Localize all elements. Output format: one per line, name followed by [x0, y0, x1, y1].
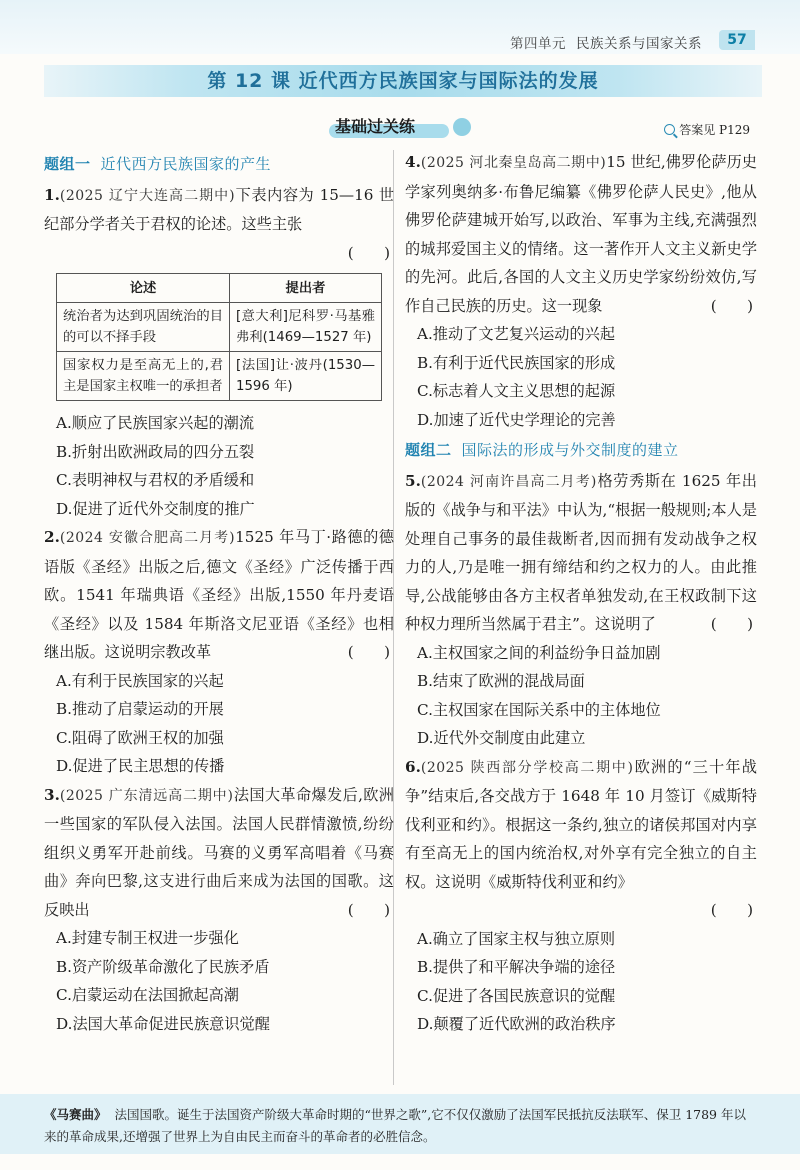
question-number: 1.: [44, 185, 60, 204]
option[interactable]: D.促进了民主思想的传播: [56, 757, 225, 775]
question-source: (2024 河南许昌高二月考): [420, 473, 597, 490]
option[interactable]: B.提供了和平解决争端的途径: [417, 958, 616, 976]
question-number: 5.: [405, 471, 421, 490]
question-source: (2025 辽宁大连高二期中): [59, 187, 236, 204]
table-cell: 统治者为达到巩固统治的目的可以不择手段: [57, 303, 230, 352]
question-stem: 格劳秀斯在 1625 年出版的《战争与和平法》中认为,“根据一般规则;本人是处理自己事务的最佳裁断者,因而拥有发动战争之权力的人,乃是唯一拥有缔结和约之权力的人。由此推导,公战能够由各方主权者单独发动,在王权政制下这种权力理所当然属于君主”。这说明了: [405, 471, 757, 633]
option[interactable]: C.主权国家在国际关系中的主体地位: [417, 700, 661, 719]
group-heading-2: [405, 436, 757, 465]
answer-reference-text: 答案见 P129: [679, 123, 750, 137]
footer-note-band: [0, 1094, 800, 1154]
question-source: (2025 河北秦皇岛高二期中): [420, 155, 607, 171]
question-3: [44, 781, 394, 925]
table-header: 论述: [57, 274, 230, 303]
section-heading: [335, 114, 415, 140]
option[interactable]: D.法国大革命促进民族意识觉醒: [56, 1014, 270, 1033]
question-1: [44, 181, 394, 268]
option[interactable]: D.颠覆了近代欧洲的政治秩序: [417, 1015, 616, 1033]
option[interactable]: B.结束了欧洲的混战局面: [417, 672, 585, 690]
group-label: 题组二: [405, 441, 452, 459]
option[interactable]: A.确立了国家主权与独立原则: [417, 929, 616, 948]
page-number: 57: [719, 30, 755, 50]
answer-bracket: ( ): [710, 296, 753, 315]
option[interactable]: C.阻碍了欧洲王权的加强: [56, 728, 224, 747]
option[interactable]: B.折射出欧洲政局的四分五裂: [56, 442, 255, 461]
group-name: 国际法的形成与外交制度的建立: [461, 441, 679, 459]
option[interactable]: C.标志着人文主义思想的起源: [417, 382, 616, 400]
question-number: 2.: [44, 528, 60, 546]
option[interactable]: A.推动了文艺复兴运动的兴起: [417, 325, 616, 343]
lesson-title-bar: [44, 65, 762, 97]
question-stem: 15 世纪,佛罗伦萨历史学家列奥纳多·布鲁尼编纂《佛罗伦萨人民史》,他从佛罗伦萨建城开始写,以政治、军事为主线,充满强烈的城邦爱国主义的情绪。这一著作开人文主义新史学的先河。此后,各国的人文主义历史学家纷纷效仿,写作自己民族的历史。这一现象: [405, 153, 757, 315]
option[interactable]: C.启蒙运动在法国掀起高潮: [56, 986, 239, 1004]
answer-bracket: ( ): [347, 900, 390, 919]
footer-note-text: 法国国歌。诞生于法国资产阶级大革命时期的“世界之歌”,它不仅仅激励了法国军民抵抗反法联军、保卫 1789 年以来的革命成果,还增强了世界上为自由民主而奋斗的革命者的必胜信念。: [44, 1107, 746, 1144]
option[interactable]: C.表明神权与君权的矛盾缓和: [56, 471, 255, 489]
option[interactable]: A.封建专制王权进一步强化: [56, 929, 239, 947]
question-source: (2025 陕西部分学校高二期中): [420, 759, 634, 776]
unit-label: 第四单元: [510, 36, 566, 52]
answer-bracket: ( ): [347, 243, 390, 262]
lesson-title: 第 12 课 近代西方民族国家与国际法的发展: [207, 70, 599, 92]
question-5: [405, 467, 757, 639]
table-row: [57, 303, 382, 352]
section-title: 基础过关练: [335, 117, 416, 136]
question-2: [44, 523, 394, 667]
footer-note-label: 《马赛曲》: [44, 1107, 107, 1122]
table-cell: 国家权力是至高无上的,君主是国家主权唯一的承担者: [57, 352, 230, 401]
table-cell: [法国]让·波丹(1530—1596 年): [230, 352, 382, 401]
option[interactable]: B.资产阶级革命激化了民族矛盾: [56, 957, 270, 976]
answer-bracket: ( ): [710, 615, 753, 633]
right-column: [405, 148, 757, 1039]
footer-note: [44, 1104, 756, 1148]
question-1-table: [56, 273, 382, 401]
table-row: [57, 352, 382, 401]
option[interactable]: A.顺应了民族国家兴起的潮流: [56, 414, 255, 432]
option[interactable]: D.促进了近代外交制度的推广: [56, 499, 255, 518]
unit-title: 民族关系与国家关系: [576, 36, 702, 52]
question-stem: 1525 年马丁·路德的德语版《圣经》出版之后,德文《圣经》广泛传播于西欧。1541 年瑞典语《圣经》出版,1550 年丹麦语《圣经》以及 1584 年斯洛文尼亚语《圣经》也相继出版。这说明宗教改革: [44, 528, 394, 661]
answer-reference: [664, 121, 750, 138]
answer-bracket: ( ): [710, 901, 753, 919]
question-source: (2025 广东清远高二期中): [59, 787, 234, 804]
option[interactable]: C.促进了各国民族意识的觉醒: [417, 986, 616, 1005]
question-number: 3.: [44, 785, 60, 804]
option[interactable]: D.近代外交制度由此建立: [417, 729, 586, 747]
option[interactable]: D.加速了近代史学理论的完善: [417, 410, 616, 429]
option[interactable]: B.推动了启蒙运动的开展: [56, 700, 224, 718]
section-heading-dot: [453, 118, 471, 136]
group-label: 题组一: [44, 155, 91, 173]
answer-bracket: ( ): [347, 643, 390, 661]
question-6: [405, 753, 757, 925]
question-4: [405, 148, 757, 320]
table-header: 提出者: [230, 274, 382, 303]
group-name: 近代西方民族国家的产生: [100, 155, 272, 173]
question-number: 6.: [405, 757, 421, 776]
question-source: (2024 安徽合肥高二月考): [59, 530, 236, 546]
question-number: 4.: [405, 153, 421, 171]
question-stem: 法国大革命爆发后,欧洲一些国家的军队侵入法国。法国人民群情激愤,纷纷组织义勇军开赴前线。马赛的义勇军高唱着《马赛曲》奔向巴黎,这支进行曲后来成为法国的国歌。这反映出: [44, 785, 394, 919]
question-stem: 欧洲的“三十年战争”结束后,各交战方于 1648 年 10 月签订《威斯特伐利亚和约》。根据这一条约,独立的诸侯邦国对内享有至高无上的国内统治权,对外享有完全独立的自主权。这说明《威斯特伐利亚和约》: [405, 757, 757, 891]
option[interactable]: B.有利于近代民族国家的形成: [417, 353, 616, 372]
table-header-row: [57, 274, 382, 303]
option[interactable]: A.主权国家之间的利益纷争日益加剧: [417, 643, 661, 662]
running-header: [510, 32, 702, 52]
option[interactable]: A.有利于民族国家的兴起: [56, 671, 224, 690]
question-stem: 下表内容为 15—16 世纪部分学者关于君权的论述。这些主张: [44, 185, 394, 233]
table-cell: [意大利]尼科罗·马基雅弗利(1469—1527 年): [230, 303, 382, 352]
left-column: [44, 148, 394, 1038]
search-icon: [664, 124, 675, 135]
group-heading-1: [44, 150, 394, 179]
